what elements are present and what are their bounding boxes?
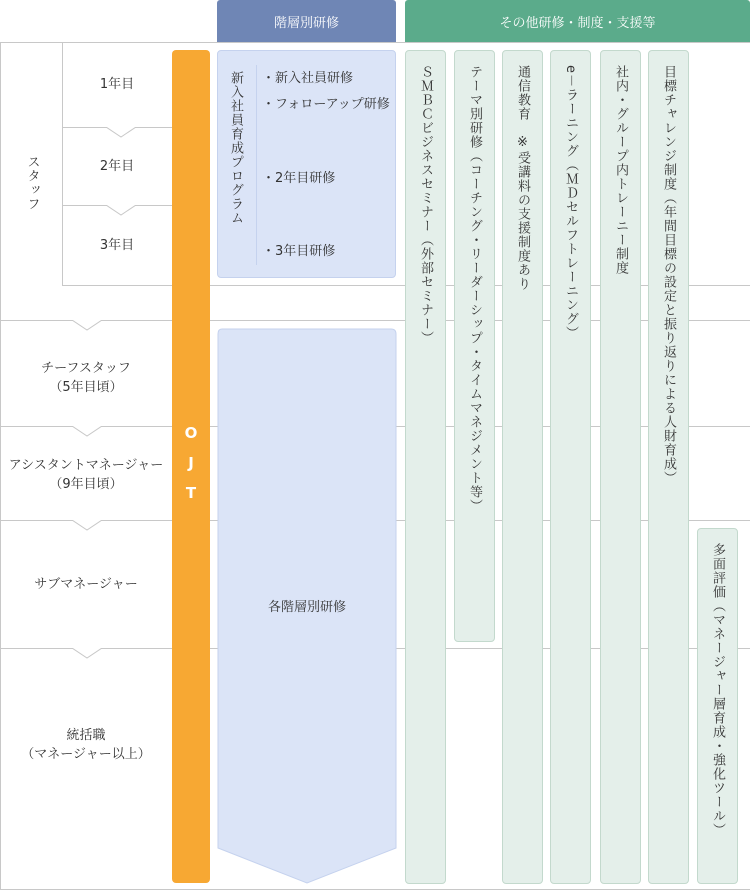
column-text: テーマ別研修（コーチング・リーダーシップ・タイムマネジメント等） bbox=[467, 65, 482, 513]
program-item: ・新入社員研修 bbox=[262, 71, 354, 86]
row-label-general: 統括職 （マネージャー以上） bbox=[21, 728, 151, 762]
kaiso-arrow bbox=[217, 328, 397, 884]
column-text: 目標チャレンジ制度（年間目標の設定と振り返りによる人財育成） bbox=[661, 65, 676, 485]
ojt-letter: T bbox=[185, 484, 197, 502]
program-item: ・3年目研修 bbox=[262, 244, 336, 259]
column-multi-eval bbox=[697, 528, 738, 884]
chevron-down-icon bbox=[72, 648, 102, 662]
new-hire-program-box bbox=[217, 50, 396, 278]
new-hire-program-title: 新入社員育成プログラム bbox=[228, 71, 243, 225]
row-label-year2: 2年目 bbox=[99, 158, 135, 174]
column-goal-challenge bbox=[648, 50, 689, 884]
column-text: 通信教育 ※受講料の支援制度あり bbox=[515, 65, 530, 291]
column-correspondence bbox=[502, 50, 543, 884]
row-label-year1: 1年目 bbox=[99, 77, 135, 92]
program-item: ・2年目研修 bbox=[262, 171, 336, 186]
row-label-assistant: アシスタントマネージャー （9年目頃） bbox=[8, 458, 164, 492]
ojt-letter: O bbox=[184, 424, 198, 442]
column-text: e－ラーニング（ＭＤセルフトレーニング） bbox=[563, 65, 578, 340]
header-other: その他研修・制度・支援等 bbox=[405, 0, 750, 42]
column-text: 社内・グループ内トレーニー制度 bbox=[613, 65, 628, 275]
column-trainee bbox=[600, 50, 641, 884]
program-item: ・フォローアップ研修 bbox=[262, 97, 390, 112]
ojt-letter: J bbox=[188, 454, 194, 472]
header-kaiso: 階層別研修 bbox=[217, 0, 396, 42]
column-text: 多面評価（マネージャー層育成・強化ツール） bbox=[710, 543, 725, 837]
kaiso-arrow-label: 各階層別研修 bbox=[267, 600, 346, 615]
row-label-chief: チーフスタッフ （5年目頃） bbox=[41, 361, 131, 395]
column-smbc bbox=[405, 50, 446, 884]
column-elearning bbox=[550, 50, 591, 884]
row-label-year3: 3年目 bbox=[99, 237, 135, 253]
column-theme bbox=[454, 50, 495, 642]
row-label-staff: スタッフ bbox=[24, 155, 40, 211]
row-label-sub: サブマネージャー bbox=[34, 576, 138, 592]
ojt-bar bbox=[172, 50, 210, 883]
column-text: ＳＭＢＣビジネスセミナー（外部セミナー） bbox=[418, 65, 433, 345]
